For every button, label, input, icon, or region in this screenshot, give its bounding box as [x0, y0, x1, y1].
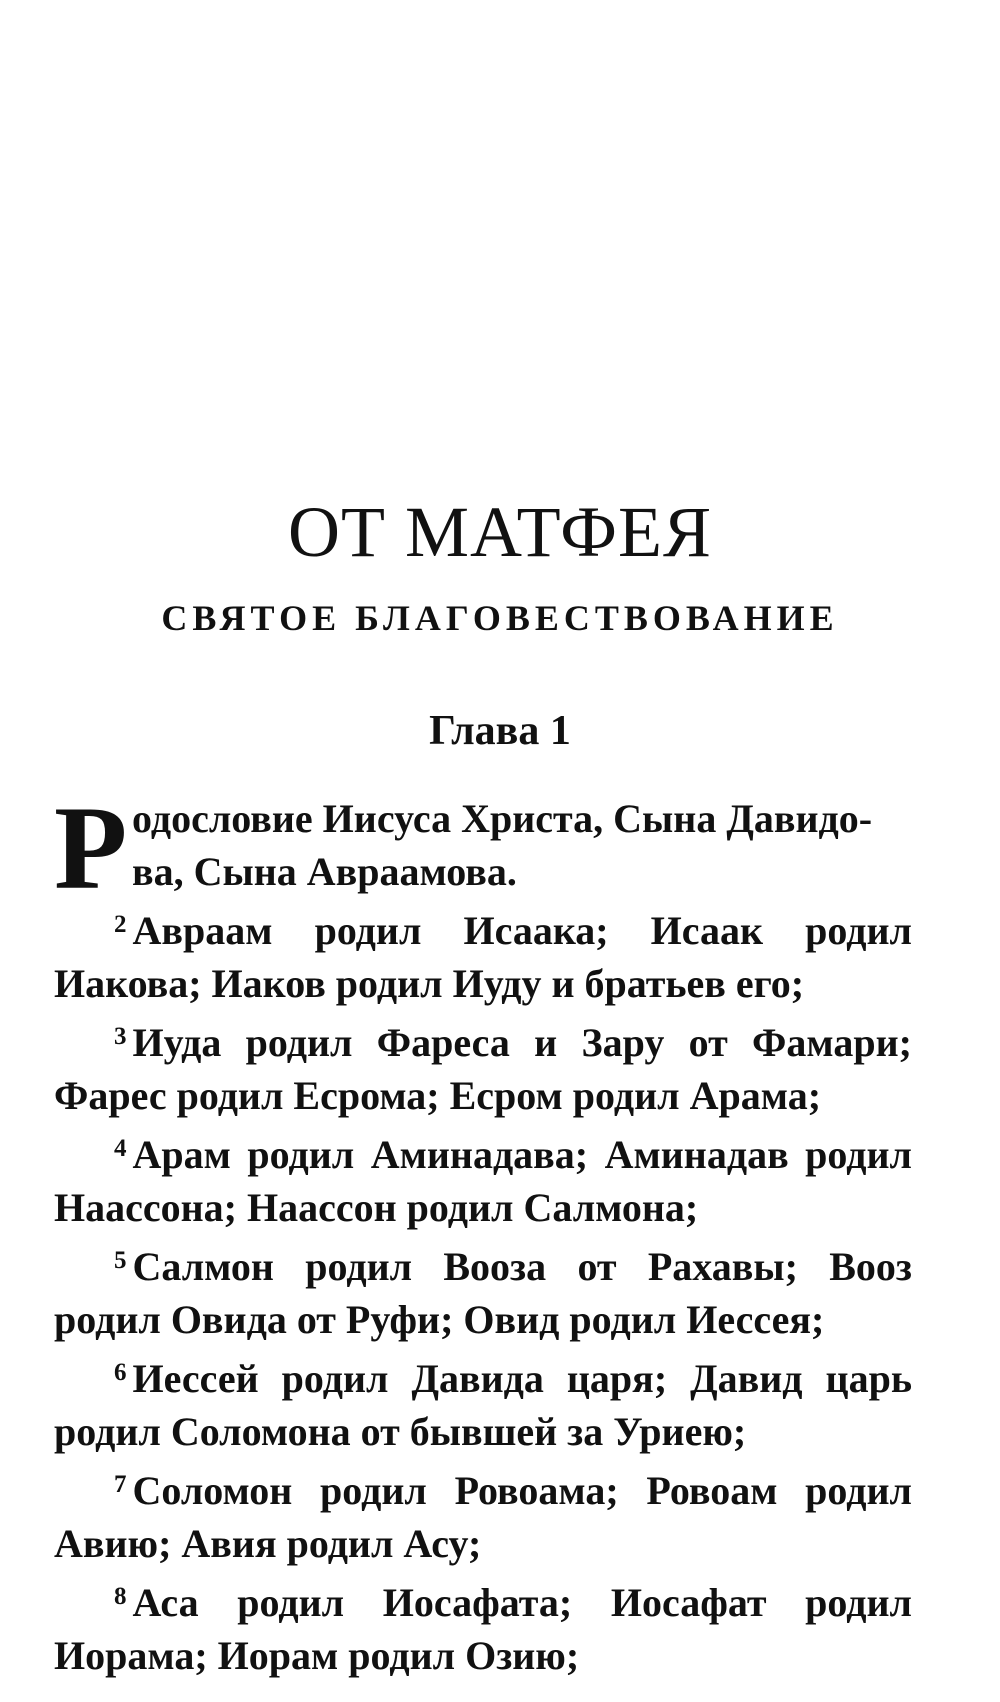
- verse: [54, 1458, 912, 1570]
- verse: [54, 1122, 912, 1234]
- verse-number: 6: [114, 1359, 127, 1386]
- verse: [54, 1010, 912, 1122]
- drop-cap: Р: [54, 781, 128, 914]
- verse: [54, 1570, 912, 1682]
- verse-1: [54, 781, 912, 914]
- verse: [54, 898, 912, 1010]
- chapter-heading: Глава 1: [429, 708, 571, 754]
- verse-text: Иуда родил Фареса и Зару от Фамари; Фарес родил Есрома; Есром родил Арама;: [54, 1020, 912, 1118]
- verse-1-line-2: ва, Сына Авраамова.: [132, 849, 517, 894]
- verse-text: Салмон родил Вооза от Рахавы; Вооз родил Овида от Руфи; Овид родил Иессея;: [54, 1244, 912, 1342]
- chapter-text: [54, 781, 912, 1682]
- verse-text: Иессей родил Давида царя; Давид царь родил Соломона от бывшей за Уриею;: [54, 1356, 912, 1454]
- verse-text: Авраам родил Исаака; Исаак родил Иакова; Иаков родил Иуду и братьев его;: [54, 908, 912, 1006]
- verse-number: 8: [114, 1583, 127, 1610]
- verse-number: 4: [114, 1135, 127, 1162]
- verse-text: Аса родил Иосафата; Иосафат родил Иорама; Иорам родил Озию;: [54, 1580, 912, 1678]
- verse: [54, 1234, 912, 1346]
- verse-text: Соломон родил Ровоама; Ровоам родил Авию; Авия родил Асу;: [54, 1468, 912, 1566]
- verse-number: 2: [114, 911, 127, 938]
- verse-number: 5: [114, 1247, 127, 1274]
- book-title: ОТ МАТФЕЯ: [288, 492, 712, 572]
- book-subtitle: СВЯТОЕ БЛАГОВЕСТВОВАНИЕ: [161, 598, 839, 638]
- verse: [54, 1346, 912, 1458]
- verse-1-line-1: одословие Иисуса Христа, Сына Давидо-: [132, 796, 873, 841]
- verse-number: 7: [114, 1471, 127, 1498]
- verse-text: Арам родил Аминадава; Аминадав родил Наассона; Наассон родил Салмона;: [54, 1132, 912, 1230]
- verse-number: 3: [114, 1023, 127, 1050]
